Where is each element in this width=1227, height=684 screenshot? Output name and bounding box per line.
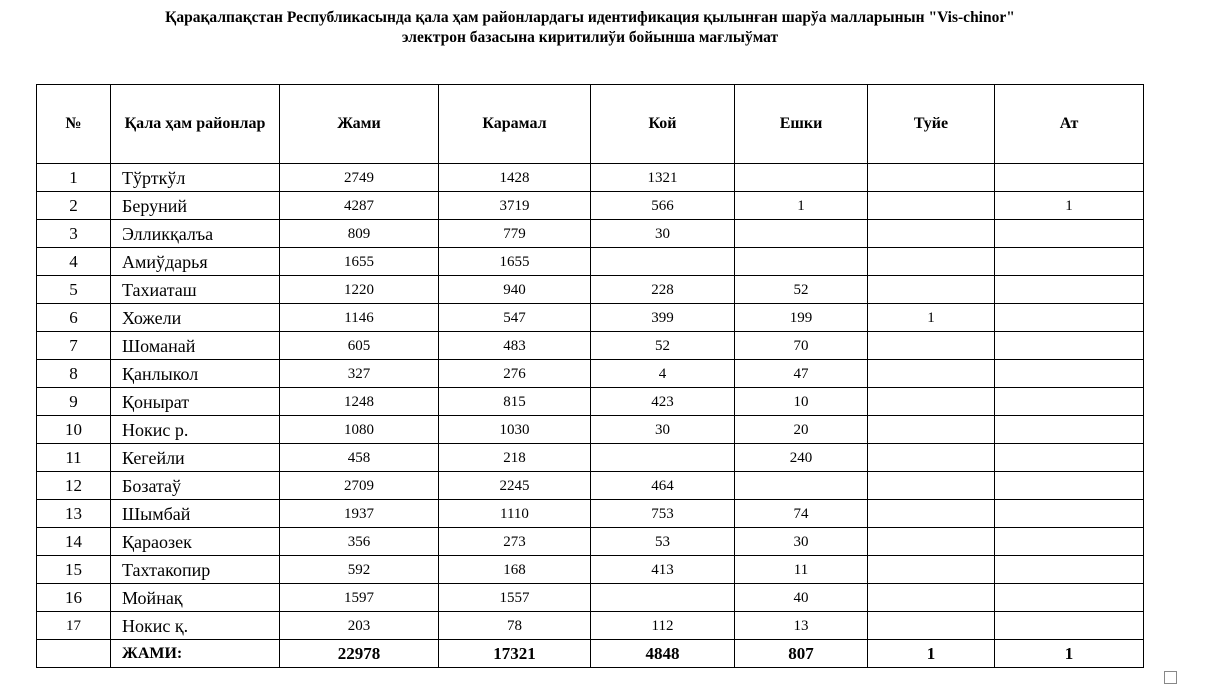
cell-district: Амиўдарья [111,248,280,276]
table-row [37,556,1144,584]
cell-sheep: 399 [591,304,735,332]
cell-goats: 30 [735,528,868,556]
cell-total: 356 [280,528,439,556]
table-row [37,220,1144,248]
cell-goats: 52 [735,276,868,304]
cell-cattle: 2245 [439,472,591,500]
cell-horses [995,556,1144,584]
table-resize-handle[interactable] [1164,671,1177,684]
cell-camels: 1 [868,304,995,332]
totals-goats: 807 [735,640,868,668]
table-row [37,612,1144,640]
cell-sheep: 53 [591,528,735,556]
cell-horses [995,472,1144,500]
cell-no [37,640,111,668]
cell-cattle: 1428 [439,164,591,192]
cell-cattle: 1557 [439,584,591,612]
table-row [37,444,1144,472]
cell-total: 327 [280,360,439,388]
cell-district: Қараозек [111,528,280,556]
cell-district: Қонырат [111,388,280,416]
header-total: Жами [280,85,439,164]
header-cattle: Карамал [439,85,591,164]
cell-no: 7 [37,332,111,360]
table-row [37,276,1144,304]
cell-horses [995,248,1144,276]
cell-no: 5 [37,276,111,304]
cell-cattle: 815 [439,388,591,416]
cell-horses [995,584,1144,612]
cell-total: 203 [280,612,439,640]
livestock-table [36,84,1144,668]
cell-cattle: 940 [439,276,591,304]
totals-cattle: 17321 [439,640,591,668]
totals-horses: 1 [995,640,1144,668]
cell-cattle: 1655 [439,248,591,276]
cell-no: 1 [37,164,111,192]
header-no: № [37,85,111,164]
cell-no: 16 [37,584,111,612]
cell-district: Нокис р. [111,416,280,444]
cell-sheep: 30 [591,416,735,444]
cell-cattle: 276 [439,360,591,388]
cell-horses [995,444,1144,472]
cell-goats: 47 [735,360,868,388]
cell-district: Бозатаў [111,472,280,500]
cell-no: 10 [37,416,111,444]
cell-sheep [591,248,735,276]
header-camels: Туйе [868,85,995,164]
table-row [37,472,1144,500]
cell-district: Тахиаташ [111,276,280,304]
cell-district: Кегейли [111,444,280,472]
cell-cattle: 1030 [439,416,591,444]
cell-no: 17 [37,612,111,640]
cell-no: 3 [37,220,111,248]
totals-label: ЖАМИ: [111,640,280,668]
cell-goats: 40 [735,584,868,612]
table-row [37,360,1144,388]
cell-no: 15 [37,556,111,584]
cell-goats [735,248,868,276]
cell-camels [868,416,995,444]
cell-total: 1146 [280,304,439,332]
cell-no: 12 [37,472,111,500]
cell-sheep: 1321 [591,164,735,192]
cell-sheep: 4 [591,360,735,388]
cell-total: 2709 [280,472,439,500]
header-sheep: Кой [591,85,735,164]
cell-no: 13 [37,500,111,528]
cell-total: 458 [280,444,439,472]
cell-total: 1248 [280,388,439,416]
cell-total: 605 [280,332,439,360]
table-row [37,388,1144,416]
cell-no: 2 [37,192,111,220]
cell-district: Тўрткўл [111,164,280,192]
table-row [37,416,1144,444]
cell-total: 2749 [280,164,439,192]
cell-horses: 1 [995,192,1144,220]
cell-camels [868,528,995,556]
cell-sheep: 52 [591,332,735,360]
cell-goats: 74 [735,500,868,528]
cell-camels [868,584,995,612]
cell-no: 11 [37,444,111,472]
totals-total: 22978 [280,640,439,668]
header-row [37,85,1144,164]
table-row [37,500,1144,528]
cell-no: 9 [37,388,111,416]
cell-total: 1655 [280,248,439,276]
cell-no: 4 [37,248,111,276]
cell-horses [995,304,1144,332]
cell-district: Тахтакопир [111,556,280,584]
table-row [37,304,1144,332]
cell-sheep: 423 [591,388,735,416]
cell-horses [995,220,1144,248]
document-title [0,8,1180,48]
cell-total: 1220 [280,276,439,304]
cell-goats [735,220,868,248]
cell-goats: 1 [735,192,868,220]
cell-camels [868,444,995,472]
cell-district: Шымбай [111,500,280,528]
cell-horses [995,528,1144,556]
cell-cattle: 779 [439,220,591,248]
header-district: Қала ҳам районлар [111,85,280,164]
cell-horses [995,416,1144,444]
cell-camels [868,472,995,500]
cell-cattle: 547 [439,304,591,332]
cell-goats: 70 [735,332,868,360]
cell-sheep: 112 [591,612,735,640]
cell-goats: 13 [735,612,868,640]
cell-goats [735,472,868,500]
cell-total: 4287 [280,192,439,220]
cell-camels [868,612,995,640]
table-body [37,164,1144,668]
cell-cattle: 273 [439,528,591,556]
cell-horses [995,360,1144,388]
cell-camels [868,248,995,276]
cell-no: 8 [37,360,111,388]
cell-cattle: 168 [439,556,591,584]
cell-total: 1080 [280,416,439,444]
cell-camels [868,276,995,304]
cell-sheep: 753 [591,500,735,528]
cell-camels [868,164,995,192]
cell-sheep [591,444,735,472]
cell-camels [868,220,995,248]
cell-camels [868,332,995,360]
cell-sheep: 413 [591,556,735,584]
cell-camels [868,556,995,584]
cell-sheep: 30 [591,220,735,248]
cell-total: 1937 [280,500,439,528]
cell-sheep [591,584,735,612]
cell-no: 14 [37,528,111,556]
cell-cattle: 483 [439,332,591,360]
cell-horses [995,332,1144,360]
cell-sheep: 228 [591,276,735,304]
cell-horses [995,164,1144,192]
cell-no: 6 [37,304,111,332]
cell-camels [868,192,995,220]
cell-camels [868,500,995,528]
header-goats: Ешки [735,85,868,164]
cell-camels [868,388,995,416]
cell-goats: 20 [735,416,868,444]
cell-goats: 199 [735,304,868,332]
cell-district: Беруний [111,192,280,220]
cell-district: Шоманай [111,332,280,360]
cell-district: Мойнақ [111,584,280,612]
title-line-2: электрон базасына киритилиўи бойынша мағлыўмат [401,29,779,46]
cell-total: 809 [280,220,439,248]
cell-camels [868,360,995,388]
cell-district: Элликқалъа [111,220,280,248]
table-row [37,332,1144,360]
table-row [37,584,1144,612]
cell-cattle: 218 [439,444,591,472]
cell-sheep: 566 [591,192,735,220]
cell-goats: 240 [735,444,868,472]
cell-horses [995,276,1144,304]
header-horses: Ат [995,85,1144,164]
cell-goats: 10 [735,388,868,416]
table-row [37,528,1144,556]
totals-camels: 1 [868,640,995,668]
totals-row [37,640,1144,668]
cell-district: Хожели [111,304,280,332]
cell-district: Нокис қ. [111,612,280,640]
cell-district: Қанлыкол [111,360,280,388]
table-row [37,192,1144,220]
cell-total: 1597 [280,584,439,612]
title-line-1: Қарақалпақстан Республикасында қала ҳам районлардагы идентификация қылынған шарўа малларынын "Vis-chinor" [165,9,1015,26]
cell-total: 592 [280,556,439,584]
cell-cattle: 1110 [439,500,591,528]
cell-horses [995,612,1144,640]
cell-goats: 11 [735,556,868,584]
cell-sheep: 464 [591,472,735,500]
cell-horses [995,388,1144,416]
cell-horses [995,500,1144,528]
cell-cattle: 78 [439,612,591,640]
totals-sheep: 4848 [591,640,735,668]
table-row [37,248,1144,276]
cell-goats [735,164,868,192]
cell-cattle: 3719 [439,192,591,220]
table-row [37,164,1144,192]
